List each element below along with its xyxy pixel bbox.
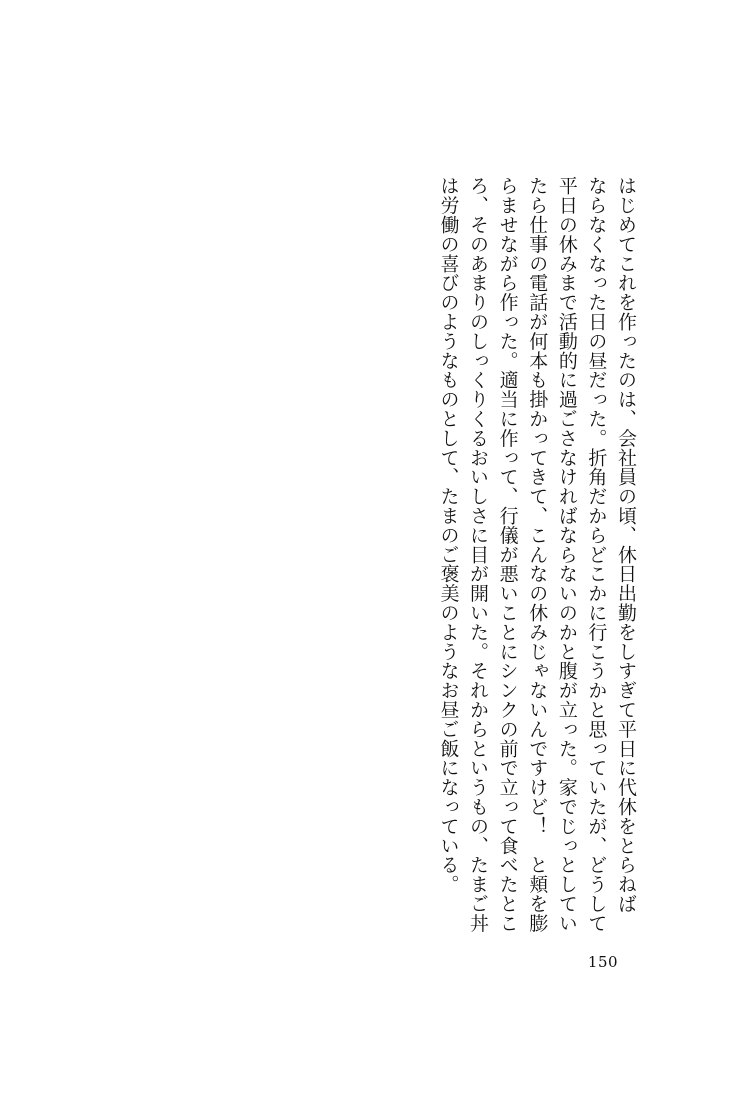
text-line: たら仕事の電話が何本も掛かってきて、こんなの休みじゃないんですけど！ と頬を膨 <box>526 176 549 933</box>
text-line: はじめてこれを作ったのは、会社員の頃、休日出勤をしすぎて平日に代休をとらねば <box>615 176 637 914</box>
text-line: らませながら作った。適当に作って、行儀が悪いことにシンクの前で立って食べたとこ <box>496 176 519 933</box>
text-line: は労働の喜びのようなものとして、たまのご褒美のようなお昼ご飯になっている。 <box>437 176 460 894</box>
text-line: ならなくなった日の昼だった。折角だからどこかに行こうかと思っていたが、どうして <box>585 176 608 933</box>
body-text <box>370 176 640 933</box>
text-line: ろ、そのあまりのしっくりくるおいしさに目が開いた。それからというもの、たまご丼 <box>467 176 490 933</box>
page-number: 150 <box>587 953 619 971</box>
text-line: 平日の休みまで活動的に過ごさなければならないのかと腹が立った。家でじっとしてい <box>555 176 578 933</box>
